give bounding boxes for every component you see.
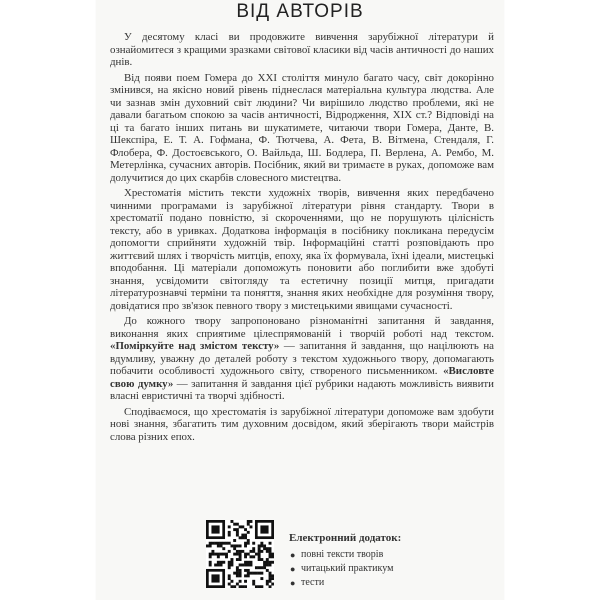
- paragraph-text: Сподіваємося, що хрестоматія із зарубіжної літератури допоможе вам здобути нові знання, збагатить тим духовним досвідом, який зберігають твори майстрів слова різних епох.: [110, 405, 494, 443]
- supplement-item-label: читацький практикум: [301, 563, 394, 574]
- bullet-icon: ●: [290, 564, 296, 574]
- paragraph: [110, 72, 494, 185]
- paragraph: [110, 315, 494, 403]
- paragraph: [110, 31, 494, 69]
- paragraph: [110, 187, 494, 312]
- paragraph-text: До кожного твору запропоновано різноманітні запитання й завдання, виконання яких сприятиме цілеспрямованій і творчій роботі над текстом.: [110, 315, 494, 340]
- paragraph-text: Від появи поем Гомера до XXI століття минуло багато часу, світ докорінно змінився, на якісно новий рівень піднеслася матеріальна культура людства. Але чи зазнав змін духовний світ людини? Чи вирішило людство проблеми, які не давали багатьом спокою за часів античності, Відродження, XIX ст.? Відповіді на ці та багато інших питань ви шукатимете, читаючи твори Гомера, Данте, В. Шекспіра, Е. Т. А. Гофмана, Ф. Тютчева, А. Фета, В. Вітмена, Стендаля, Г. Флобера, Ф. Достоєвського, О. Вайльда, Ш. Бодлера, П. Верлена, А. Рембо, М. Метерлінка, сучасних авторів. Посібник, який ви тримаєте в руках, допоможе вам долучитися до цих скарбів словесного мистецтва.: [110, 71, 494, 184]
- supplement-item-label: повні тексти творів: [301, 549, 384, 560]
- paragraph: [110, 406, 494, 444]
- page-title: ВІД АВТОРІВ: [236, 1, 364, 22]
- paragraph-text: У десятому класі ви продовжите вивчення зарубіжної літератури й ознайомитеся з кращими зразками світової класики від часів античності до наших днів.: [110, 31, 494, 68]
- paragraph-text: — запитання й завдання цієї рубрики надають можливість виявити власні евристичні та творчі здібності.: [110, 377, 494, 402]
- rubric-title: «Висловте свою думку»: [110, 365, 494, 390]
- paragraph-text: Хрестоматія містить тексти художніх творів, вивчення яких передбачено чинними програмами із зарубіжної літератури рівня стандарту. Твори в хрестоматії подано повністю, зі скороченнями, що не порушують цілісність тексту, або в уривках. Додаткова інформація в посібнику покликана передусім допомогти сприйняти художній твір. Інформаційні статті розповідають про життєвий шлях і творчість митців, епоху, яка їх формувала, їхні ідеали, мистецькі вподобання. Ці матеріали допоможуть поновити або поглибити вже здобуті знання, усвідомити світогляду та естетичну позиції митця, пригадати літературознавчі терміни та поняття, знання яких необхідне для розуміння твору, довідатися про зв'язок певного твору з мистецькими явищами сучасності.: [110, 187, 494, 312]
- foreword-text: [110, 31, 494, 446]
- book-page: [96, 0, 504, 600]
- supplement-item: [289, 562, 489, 576]
- electronic-supplement-list: [289, 548, 489, 590]
- supplement-item-label: тести: [301, 577, 325, 588]
- paragraph-text: — запитання й завдання, що націлюють на вдумливу, уважну до деталей роботу з текстом художнього твору, допомагають побачити особливості художнього світу, створеного письменником.: [110, 340, 494, 377]
- supplement-item: [289, 548, 489, 562]
- qr-code-icon[interactable]: [206, 520, 274, 588]
- bullet-icon: ●: [290, 550, 296, 560]
- electronic-supplement: [289, 532, 489, 590]
- electronic-supplement-heading: Електронний додаток:: [289, 532, 402, 544]
- supplement-item: [289, 576, 489, 590]
- rubric-title: «Поміркуйте над змістом тексту»: [110, 340, 280, 352]
- bullet-icon: ●: [290, 578, 296, 588]
